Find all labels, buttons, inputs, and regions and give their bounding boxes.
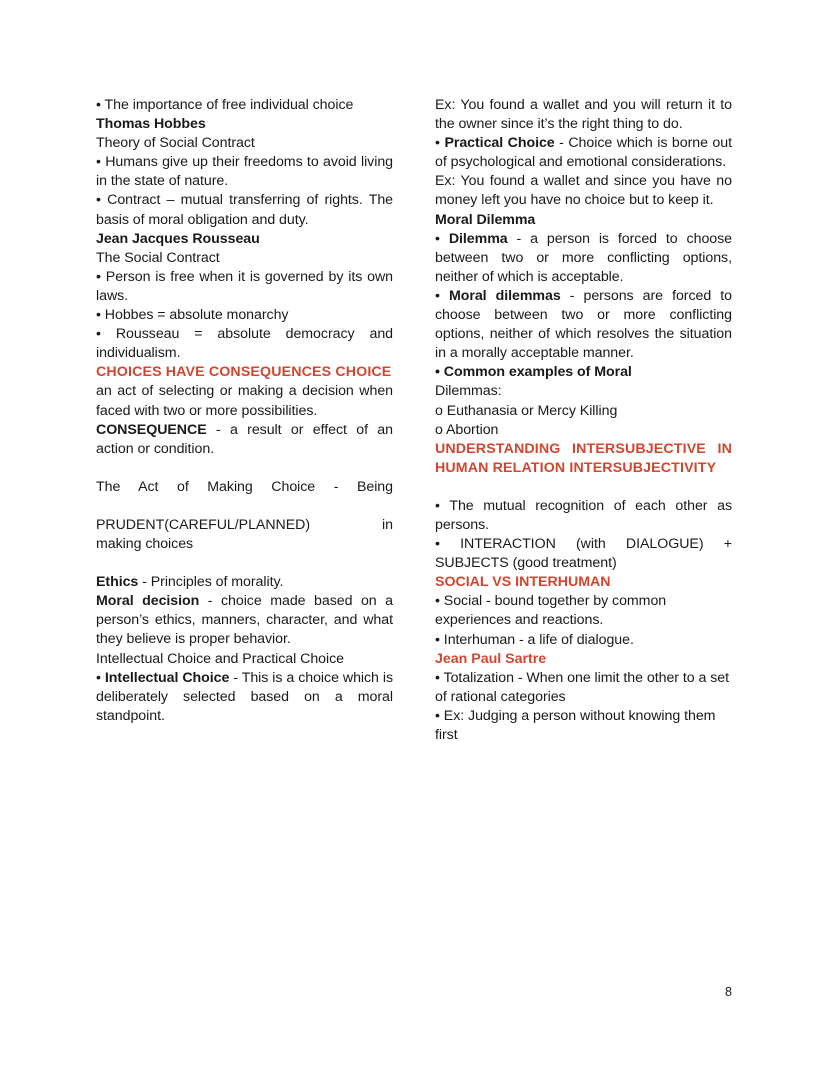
bullet-rousseau-person-is-free: • Person is free when it is governed by its own laws. bbox=[96, 268, 393, 304]
term-intellectual-choice bbox=[96, 669, 393, 726]
heading-jean-paul-sartre: Jean Paul Sartre bbox=[435, 650, 547, 667]
text-prudent: PRUDENT(CAREFUL/PLANNED) bbox=[96, 516, 311, 533]
text-theory-of-social-contract: Theory of Social Contract bbox=[96, 135, 255, 152]
heading-understanding-intersubjective: UNDERSTANDING INTERSUBJECTIVE IN HUMAN RELATION INTERSUBJECTIVITY bbox=[435, 440, 732, 476]
bullet-hobbes-contract: • Contract – mutual transferring of rights. The basis of moral obligation and duty. bbox=[96, 192, 393, 228]
bullet-common-examples-of-moral: • Common examples of Moral bbox=[435, 364, 632, 381]
term-intellectual-choice-definition: - This is a choice which is deliberately selected based on a moral standpoint. bbox=[96, 669, 394, 724]
bullet-totalization: • Totalization - When one limit the other to a set of rational categories bbox=[435, 669, 729, 705]
term-moral-decision-definition: - choice made based on a person’s ethics, manners, character, and what they believe is proper behavior. bbox=[96, 593, 393, 648]
bullet-mutual-recognition: • The mutual recognition of each other as persons. bbox=[435, 497, 732, 533]
bullet-hobbes-absolute-monarchy: • Hobbes = absolute monarchy bbox=[96, 307, 289, 324]
text-in: in bbox=[382, 516, 393, 533]
term-practical-choice-definition: - Choice which is borne out of psychological and emotional considerations. bbox=[435, 135, 733, 171]
term-dilemma-label: Dilemma bbox=[448, 230, 508, 247]
term-dilemma bbox=[435, 230, 732, 287]
bullet-glyph: • bbox=[435, 135, 445, 152]
term-intellectual-choice-label: Intellectual Choice bbox=[104, 669, 230, 686]
bullet-hobbes-humans-give-up: • Humans give up their freedoms to avoid living in the state of nature. bbox=[96, 154, 393, 190]
term-moral-dilemmas bbox=[435, 287, 732, 363]
text-ex-wallet-return: Ex: You found a wallet and you will return it to the owner since it’s the right thing to do. bbox=[435, 97, 732, 133]
term-moral-decision-label: Moral decision bbox=[96, 593, 200, 610]
line-making-choices: making choices bbox=[96, 536, 194, 553]
two-column-body bbox=[96, 96, 732, 745]
left-column bbox=[96, 96, 393, 745]
term-ethics bbox=[96, 573, 393, 592]
bullet-glyph: • bbox=[435, 287, 449, 304]
text-intellectual-and-practical-choice: Intellectual Choice and Practical Choice bbox=[96, 650, 344, 667]
block-act-of-making-choice bbox=[96, 478, 393, 554]
line-act-of-making-choice: The Act of Making Choice - Being bbox=[96, 478, 393, 495]
heading-thomas-hobbes: Thomas Hobbes bbox=[96, 116, 206, 133]
page-number: 8 bbox=[725, 985, 732, 999]
bullet-free-individual-choice: • The importance of free individual choice bbox=[96, 97, 354, 113]
label-dilemmas: Dilemmas: bbox=[435, 383, 502, 400]
bullet-social: • Social - bound together by common experiences and reactions. bbox=[435, 593, 667, 629]
term-practical-choice-label: Practical Choice bbox=[444, 135, 555, 152]
heading-social-vs-interhuman: SOCIAL VS INTERHUMAN bbox=[435, 574, 611, 591]
text-choice-definition: an act of selecting or making a decision when faced with two or more possibilities. bbox=[96, 383, 393, 419]
bullet-rousseau-absolute-democracy: • Rousseau = absolute democracy and individualism. bbox=[96, 326, 393, 362]
bullet-glyph: • bbox=[96, 669, 105, 686]
list-item-euthanasia: o Euthanasia or Mercy Killing bbox=[435, 402, 618, 419]
term-moral-dilemmas-definition: - persons are forced to choose between two or more conflicting options, neither of which resolves the situation in a morally acceptable manner. bbox=[435, 287, 733, 362]
term-dilemma-definition: - a person is forced to choose between two or more conflicting options, neither of which is acceptable. bbox=[435, 230, 733, 285]
term-moral-decision bbox=[96, 592, 393, 649]
term-practical-choice bbox=[435, 134, 732, 172]
list-item-abortion: o Abortion bbox=[435, 421, 499, 438]
bullet-sartre-example: • Ex: Judging a person without knowing them first bbox=[435, 707, 716, 743]
term-moral-dilemmas-label: Moral dilemmas bbox=[448, 287, 561, 304]
term-ethics-label: Ethics bbox=[96, 574, 139, 591]
term-consequence-label: CONSEQUENCE bbox=[96, 421, 207, 438]
line-prudent bbox=[96, 516, 393, 535]
bullet-glyph: • bbox=[435, 230, 449, 247]
bullet-interhuman: • Interhuman - a life of dialogue. bbox=[435, 631, 634, 648]
right-column bbox=[435, 96, 732, 745]
heading-jean-jacques-rousseau: Jean Jacques Rousseau bbox=[96, 230, 260, 247]
heading-choices-have-consequences: CHOICES HAVE CONSEQUENCES CHOICE bbox=[96, 364, 392, 381]
text-the-social-contract: The Social Contract bbox=[96, 249, 220, 266]
term-consequence-definition: - a result or effect of an action or condition. bbox=[96, 421, 393, 457]
bullet-interaction-dialogue: • INTERACTION (with DIALOGUE) + SUBJECTS (good treatment) bbox=[435, 536, 732, 572]
text-ex-wallet-keep: Ex: You found a wallet and since you have no money left you have no choice but to keep it. bbox=[435, 173, 732, 209]
heading-moral-dilemma: Moral Dilemma bbox=[435, 211, 536, 228]
term-consequence bbox=[96, 421, 393, 459]
term-ethics-definition: - Principles of morality. bbox=[138, 574, 284, 591]
